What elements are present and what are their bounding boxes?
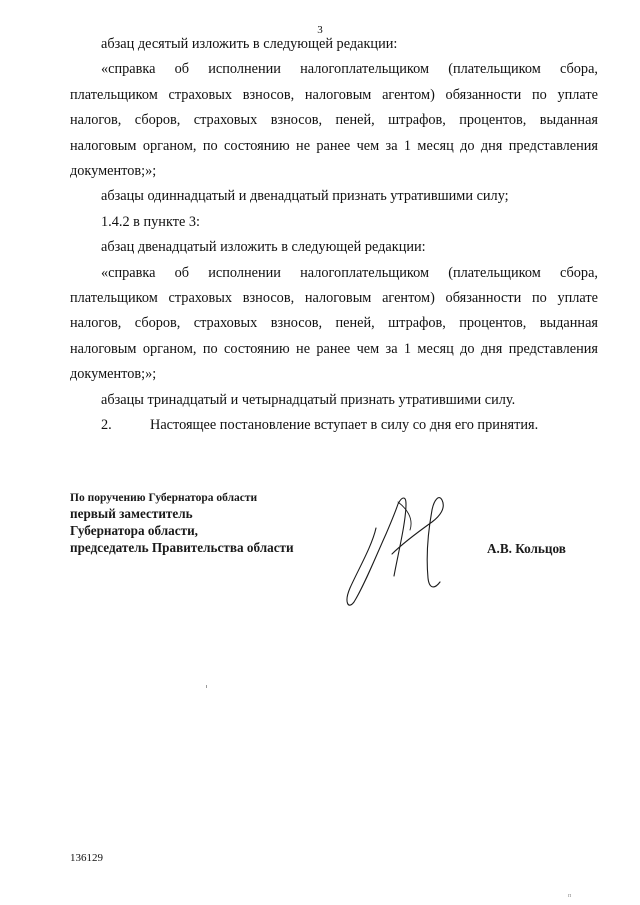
signature-line-position: Губернатора области, bbox=[70, 523, 198, 538]
item-number: 2. bbox=[101, 417, 112, 434]
document-body bbox=[70, 32, 598, 439]
paragraph: абзац десятый изложить в следующей редакции: bbox=[101, 36, 398, 52]
corner-mark: п bbox=[568, 893, 572, 899]
paragraph: абзацы тринадцатый и четырнадцатый признать утратившими силу. bbox=[101, 391, 516, 408]
signature-line-position: председатель Правительства области bbox=[70, 540, 294, 555]
signature-line-on-behalf: По поручению Губернатора области bbox=[70, 492, 258, 504]
paragraph: абзац двенадцатый изложить в следующей редакции: bbox=[101, 239, 426, 256]
page-number: 3 bbox=[317, 24, 323, 36]
signature-line-position: первый заместитель bbox=[70, 506, 193, 521]
scan-artifact bbox=[206, 685, 207, 688]
handwritten-signature bbox=[336, 492, 454, 612]
final-item bbox=[70, 413, 598, 438]
document-code: 136129 bbox=[70, 852, 103, 864]
paragraph: 1.4.2 в пункте 3: bbox=[101, 213, 200, 230]
paragraph: «справка об исполнении налогоплательщиком (плательщиком сбора, плательщиком страховых взносов, налоговым агентом) обязанности по уплате налогов, сборов, страховых взносов, пеней, штрафов, процентов, выданная налоговым органом, по состоянию не ранее чем за 1 месяц до дня представления документов;»; bbox=[70, 61, 598, 180]
paragraph: «справка об исполнении налогоплательщиком (плательщиком сбора, плательщиком страховых взносов, налоговым агентом) обязанности по уплате налогов, сборов, страховых взносов, пеней, штрафов, процентов, выданная налоговым органом, по состоянию не ранее чем за 1 месяц до дня представления документов;»; bbox=[70, 264, 598, 383]
item-text: Настоящее постановление вступает в силу со дня его принятия. bbox=[150, 417, 539, 434]
signature-position-block bbox=[70, 491, 370, 556]
signatory-name: А.В. Кольцов bbox=[487, 541, 566, 556]
paragraph: абзацы одиннадцатый и двенадцатый признать утратившими силу; bbox=[101, 188, 509, 205]
